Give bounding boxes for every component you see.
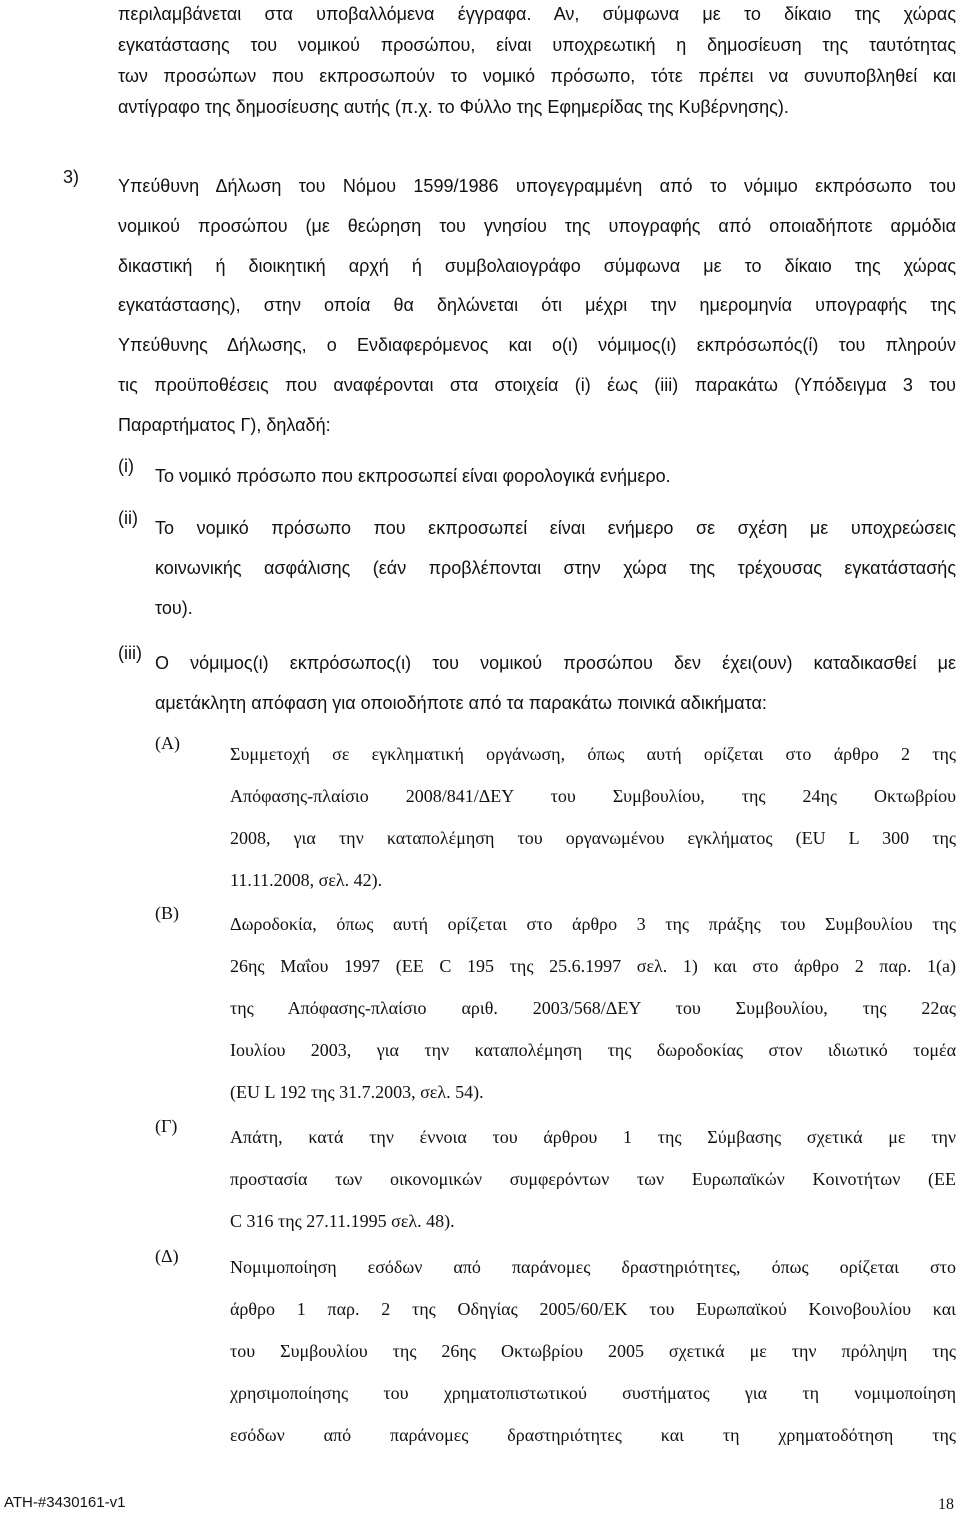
offence-b [155, 903, 956, 1113]
offence-g [155, 1116, 956, 1242]
offence-line: (EU L 192 της 31.7.2003, σελ. 54). [230, 1082, 484, 1102]
sub-item-line: Το νομικό πρόσωπο που εκπροσωπεί είναι ενήμερο σε σχέση με υποχρεώσεις [155, 518, 956, 538]
offence-line: Δωροδοκία, όπως αυτή ορίζεται στο άρθρο 3 της πράξης του Συμβουλίου της [230, 914, 956, 934]
offence-line: Απάτη, κατά την έννοια του άρθρου 1 της Σύμβασης σχετικά με την [230, 1127, 956, 1147]
item-3-paragraph [63, 167, 956, 446]
sub-item-line: αμετάκλητη απόφαση για οποιοδήποτε από τα παρακάτω ποινικά αδικήματα: [155, 693, 767, 713]
offence-line: Απόφασης-πλαίσιο 2008/841/ΔΕΥ του Συμβουλίου, της 24ης Οκτωβρίου [230, 786, 956, 806]
item-3-line: εγκατάστασης), στην οποία θα δηλώνεται ότι μέχρι την ημερομηνία υπογραφής της [118, 295, 956, 316]
sub-item-tag: (ii) [118, 508, 138, 528]
item-3-number: 3) [63, 167, 80, 187]
offence-line: Ιουλίου 2003, για την καταπολέμηση της δωροδοκίας στον ιδιωτικό τομέα [230, 1040, 956, 1060]
offence-line: της Απόφασης-πλαίσιο αριθ. 2003/568/ΔΕΥ του Συμβουλίου, της 22ας [230, 998, 956, 1018]
offence-line: χρησιμοποίησης του χρηματοπιστωτικού συστήματος για τη νομιμοποίηση [230, 1383, 956, 1403]
offence-line: 11.11.2008, σελ. 42). [230, 870, 383, 890]
offence-line: Νομιμοποίηση εσόδων από παράνομες δραστηριότητες, όπως ορίζεται στο [230, 1257, 956, 1277]
offence-tag: (Δ) [155, 1246, 179, 1266]
offence-line: Συμμετοχή σε εγκληματική οργάνωση, όπως αυτή ορίζεται στο άρθρο 2 της [230, 744, 956, 764]
intro-line: των προσώπων που εκπροσωπούν το νομικό πρόσωπο, τότε πρέπει να συνυποβληθεί και [118, 66, 956, 86]
offence-line: του Συμβουλίου της 26ης Οκτωβρίου 2005 σχετικά με την πρόληψη της [230, 1341, 956, 1361]
offence-tag: (Γ) [155, 1116, 178, 1136]
item-3-line: τις προϋποθέσεις που αναφέρονται στα στοιχεία (i) έως (iii) παρακάτω (Υπόδειγμα 3 του [118, 374, 956, 395]
item-3-line: νομικού προσώπου (με θεώρηση του γνησίου της υπογραφής από οποιαδήποτε αρμόδια [118, 215, 956, 236]
offence-line: εσόδων από παράνομες δραστηριότητες και τη χρηματοδότηση της [230, 1425, 956, 1445]
sub-item-line: Ο νόμιμος(ι) εκπρόσωπος(ι) του νομικού προσώπου δεν έχει(ουν) καταδικασθεί με [155, 653, 956, 673]
intro-paragraph [118, 0, 956, 123]
sub-item-ii [118, 508, 956, 628]
item-3-line: Παραρτήματος Γ), δηλαδή: [118, 414, 331, 435]
offence-line: άρθρο 1 παρ. 2 της Οδηγίας 2005/60/ΕΚ του Ευρωπαϊκού Κοινοβουλίου και [230, 1299, 956, 1319]
offence-line: C 316 της 27.11.1995 σελ. 48). [230, 1211, 455, 1231]
offence-tag: (Α) [155, 733, 180, 753]
offence-line: 2008, για την καταπολέμηση του οργανωμένου εγκλήματος (EU L 300 της [230, 828, 956, 848]
document-reference: ATH-#3430161-v1 [4, 1494, 126, 1511]
intro-line: περιλαμβάνεται στα υποβαλλόμενα έγγραφα. Αν, σύμφωνα με το δίκαιο της χώρας [118, 4, 956, 24]
page-number: 18 [938, 1496, 954, 1513]
sub-item-iii [118, 643, 956, 723]
offence-line: 26ης Μαΐου 1997 (ΕΕ C 195 της 25.6.1997 σελ. 1) και στο άρθρο 2 παρ. 1(a) [230, 956, 956, 976]
item-3-line: Υπεύθυνη Δήλωση του Νόμου 1599/1986 υπογεγραμμένη από το νόμιμο εκπρόσωπο του [118, 176, 956, 196]
sub-item-line: Το νομικό πρόσωπο που εκπροσωπεί είναι φορολογικά ενήμερο. [155, 466, 671, 486]
intro-line: εγκατάστασης του νομικού προσώπου, είναι υποχρεωτική η δημοσίευση της ταυτότητας [118, 35, 956, 55]
sub-item-line: κοινωνικής ασφάλισης (εάν προβλέπονται στην χώρα της τρέχουσας εγκατάστασής [155, 558, 956, 578]
sub-item-i [118, 456, 956, 496]
item-3-line: Υπεύθυνης Δήλωσης, ο Ενδιαφερόμενος και ο(ι) νόμιμος(ι) εκπρόσωπός(ί) του πληρούν [118, 335, 956, 356]
item-3-line: δικαστική ή διοικητική αρχή ή συμβολαιογράφο σύμφωνα με το δίκαιο της χώρας [118, 255, 956, 276]
offence-d [155, 1246, 956, 1456]
offence-a [155, 733, 956, 901]
offence-line: προστασία των οικονομικών συμφερόντων των Ευρωπαϊκών Κοινοτήτων (ΕΕ [230, 1169, 956, 1189]
intro-line: αντίγραφο της δημοσίευσης αυτής (π.χ. το Φύλλο της Εφημερίδας της Κυβέρνησης). [118, 97, 789, 117]
sub-item-tag: (i) [118, 456, 134, 476]
sub-item-tag: (iii) [118, 643, 142, 663]
sub-item-line: του). [155, 598, 193, 618]
offence-tag: (Β) [155, 903, 179, 923]
